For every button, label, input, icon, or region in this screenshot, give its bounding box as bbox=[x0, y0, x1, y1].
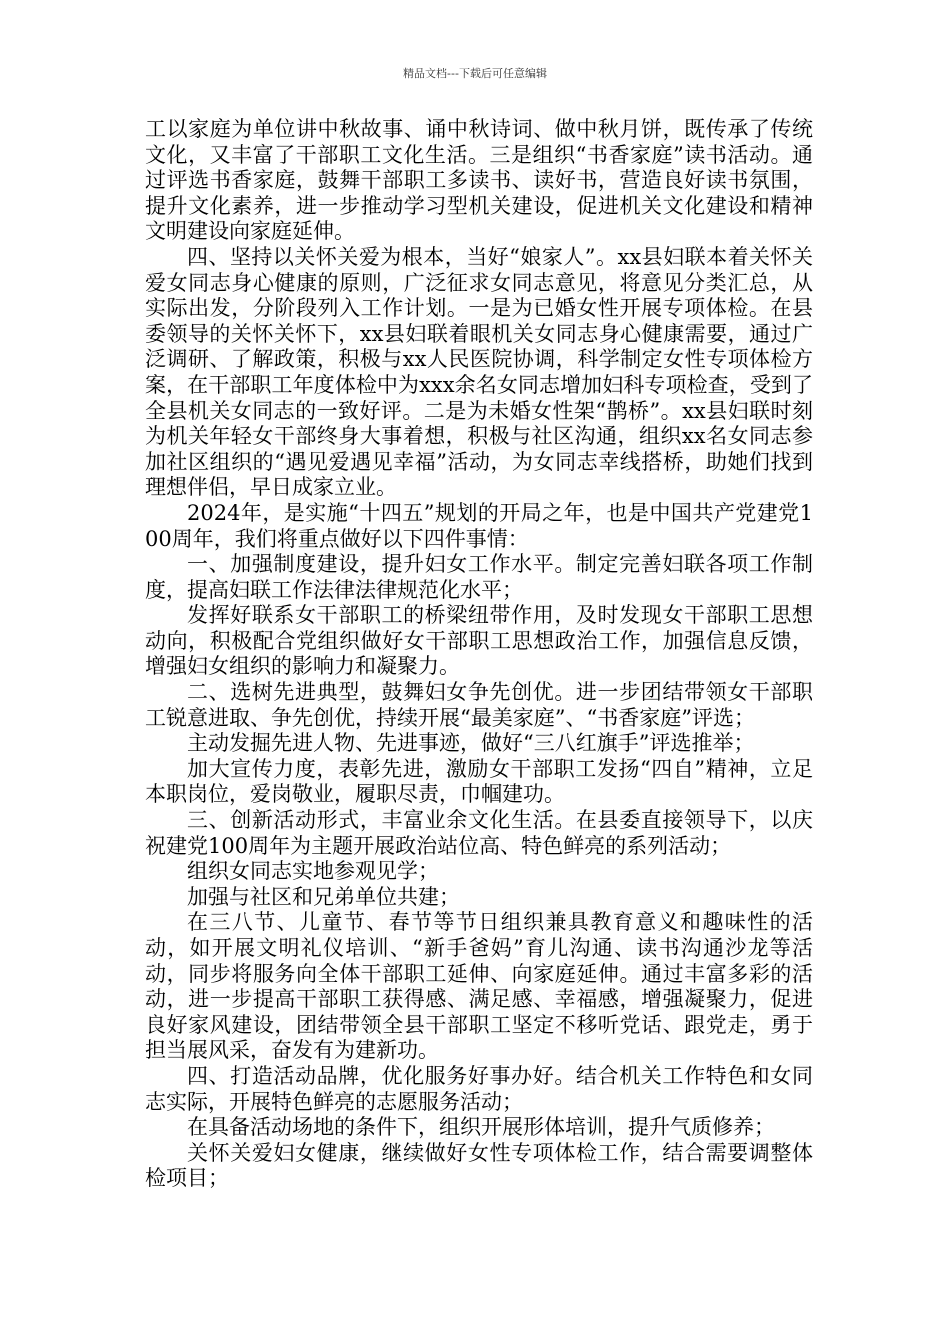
paragraph-1: 工以家庭为单位讲中秋故事、诵中秋诗词、做中秋月饼，既传承了传统文化，又丰富了干部职工文化生活。三是组织“书香家庭”读书活动。通过评选书香家庭，鼓舞干部职工多读书、读好书，营造良好读书氛围，提升文化素养，进一步推动学习型机关建设，促进机关文化建设和精神文明建设向家庭延伸。 bbox=[145, 117, 813, 244]
paragraph-3: 2024年，是实施“十四五”规划的开局之年，也是中国共产党建党100周年，我们将重点做好以下四件事情： bbox=[145, 500, 813, 551]
paragraph-11: 加强与社区和兄弟单位共建； bbox=[187, 884, 460, 909]
paragraph-7: 主动发掘先进人物、先进事迹，做好“三八红旗手”评选推举； bbox=[187, 731, 755, 756]
paragraph-6: 二、选树先进典型，鼓舞妇女争先创优。进一步团结带领女干部职工锐意进取、争先创优，持续开展“最美家庭”、“书香家庭”评选； bbox=[145, 680, 813, 730]
paragraph-13: 四、打造活动品牌，优化服务好事办好。结合机关工作特色和女同志实际，开展特色鲜亮的志愿服务活动； bbox=[145, 1063, 813, 1114]
paragraph-9: 三、创新活动形式，丰富业余文化生活。在县委直接领导下，以庆祝建党100周年为主题开展政治站位高、特色鲜亮的系列活动； bbox=[145, 808, 813, 858]
paragraph-14: 在具备活动场地的条件下，组织开展形体培训，提升气质修养； bbox=[187, 1115, 775, 1140]
paragraph-15: 关怀关爱妇女健康，继续做好女性专项体检工作，结合需要调整体检项目； bbox=[145, 1140, 813, 1191]
paragraph-2: 四、坚持以关怀关爱为根本，当好“娘家人”。xx县妇联本着关怀关爱女同志身心健康的原则，广泛征求女同志意见，将意见分类汇总，从实际出发，分阶段列入工作计划。一是为已婚女性开展专项体检。在县委领导的关怀关怀下，xx县妇联着眼机关女同志身心健康需要，通过广泛调研、了解政策，积极与xx人民医院协调，科学制定女性专项体检方案，在干部职工年度体检中为xxx余名女同志增加妇科专项检查，受到了全县机关女同志的一致好评。二是为未婚女性架“鹊桥”。xx县妇联时刻为机关年轻女干部终身大事着想，积极与社区沟通，组织xx名女同志参加社区组织的“遇见爱遇见幸福”活动，为女同志幸线搭桥，助她们找到理想伴侣，早日成家立业。 bbox=[145, 244, 813, 500]
paragraph-4: 一、加强制度建设，提升妇女工作水平。制定完善妇联各项工作制度，提高妇联工作法律法律规范化水平； bbox=[145, 552, 813, 602]
document-body bbox=[145, 117, 813, 1192]
page-header: 精品文档---下载后可任意编辑 bbox=[403, 67, 547, 80]
paragraph-8: 加大宣传力度，表彰先进，激励女干部职工发扬“四自”精神，立足本职岗位，爱岗敬业，履职尽责，巾帼建功。 bbox=[145, 756, 813, 807]
paragraph-5: 发挥好联系女干部职工的桥梁纽带作用，及时发现女干部职工思想动向，积极配合党组织做好女干部职工思想政治工作，加强信息反馈，增强妇女组织的影响力和凝聚力。 bbox=[145, 603, 813, 679]
paragraph-10: 组织女同志实地参观见学； bbox=[187, 859, 439, 884]
paragraph-12: 在三八节、儿童节、春节等节日组织兼具教育意义和趣味性的活动，如开展文明礼仪培训、“新手爸妈”育儿沟通、读书沟通沙龙等活动，同步将服务向全体干部职工延伸、向家庭延伸。通过丰富多彩的活动，进一步提高干部职工获得感、满足感、幸福感，增强凝聚力，促进良好家风建设，团结带领全县干部职工坚定不移听党话、跟党走，勇于担当展风采，奋发有为建新功。 bbox=[145, 910, 813, 1063]
